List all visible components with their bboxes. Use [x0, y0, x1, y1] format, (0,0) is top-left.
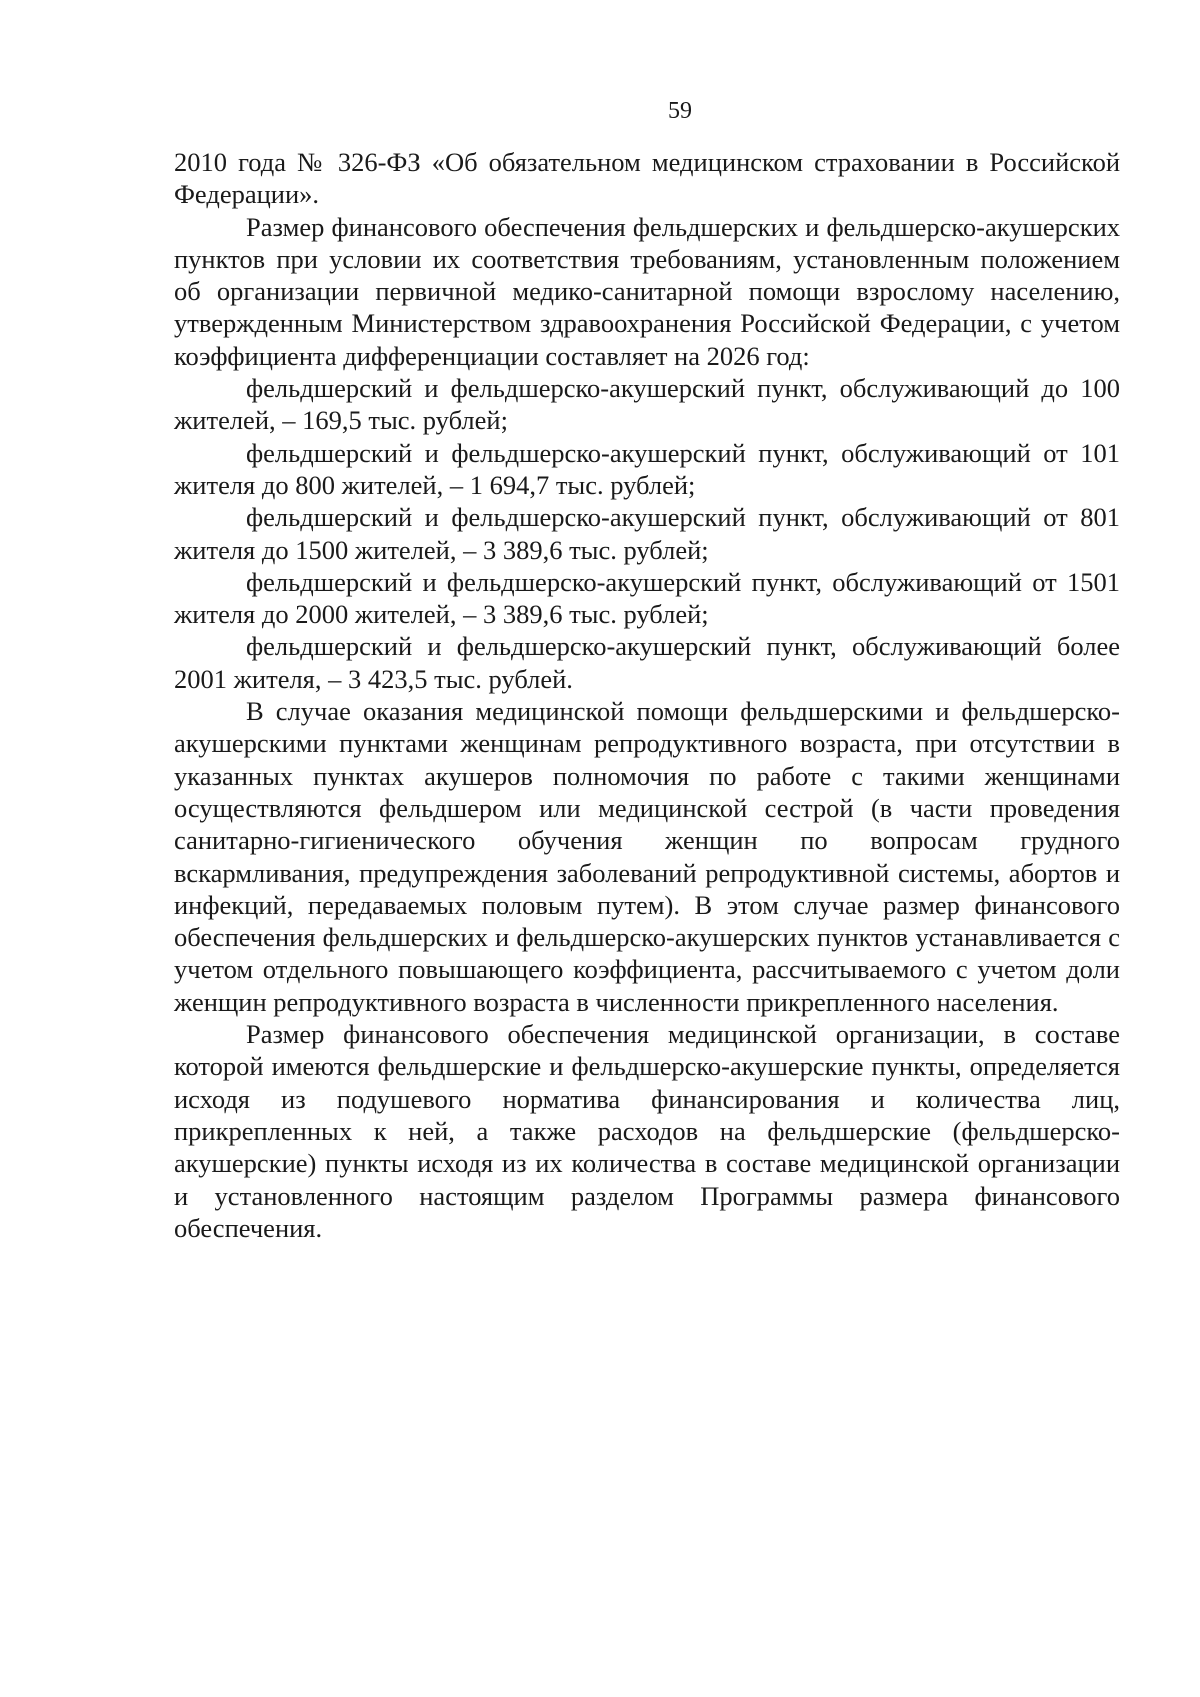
list-item-801-1500: фельдшерский и фельдшерско-акушерский пункт, обслуживающий от 801 жителя до 1500 жителей, – 3 389,6 тыс. рублей; — [174, 502, 1120, 565]
paragraph-reproductive-age: В случае оказания медицинской помощи фельдшерскими и фельдшерско-акушерскими пунктами женщинам репродуктивного возраста, при отсутствии в указанных пунктах акушеров полномочия по работе с такими женщинами осуществляются фельдшером или медицинской сестрой (в части проведения санитарно-гигиенического обучения женщин по вопросам грудного вскармливания, предупреждения заболеваний репродуктивной системы, абортов и инфекций, передаваемых половым путем). В этом случае размер финансового обеспечения фельдшерских и фельдшерско-акушерских пунктов устанавливается с учетом отдельного повышающего коэффициента, рассчитываемого с учетом доли женщин репродуктивного возраста в численности прикрепленного населения. — [174, 696, 1120, 1017]
paragraph-funding-size: Размер финансового обеспечения фельдшерских и фельдшерско-акушерских пунктов при условии их соответствия требованиям, установленным положением об организации первичной медико-санитарной помощи взрослому населению, утвержденным Министерством здравоохранения Российской Федерации, с учетом коэффициента дифференциации составляет на 2026 год: — [174, 211, 1120, 371]
paragraph-medical-organization: Размер финансового обеспечения медицинской организации, в составе которой имеются фельдшерские и фельдшерско-акушерские пункты, определяется исходя из подушевого норматива финансирования и количества лиц, прикрепленных к ней, а также расходов на фельдшерские (фельдшерско-акушерские) пункты исходя из их количества в составе медицинской организации и установленного настоящим разделом Программы размера финансового обеспечения. — [174, 1019, 1120, 1243]
page-number: 59 — [668, 98, 692, 124]
list-item-101-800: фельдшерский и фельдшерско-акушерский пункт, обслуживающий от 101 жителя до 800 жителей, – 1 694,7 тыс. рублей; — [174, 437, 1120, 500]
list-item-up-to-100: фельдшерский и фельдшерско-акушерский пункт, обслуживающий до 100 жителей, – 169,5 тыс. рублей; — [174, 373, 1120, 436]
paragraph-law-reference: 2010 года № 326-ФЗ «Об обязательном медицинском страховании в Российской Федерации». — [174, 147, 1120, 210]
list-item-1501-2000: фельдшерский и фельдшерско-акушерский пункт, обслуживающий от 1501 жителя до 2000 жителей, – 3 389,6 тыс. рублей; — [174, 566, 1120, 630]
document-body — [174, 146, 1120, 1244]
list-item-over-2001: фельдшерский и фельдшерско-акушерский пункт, обслуживающий более 2001 жителя, – 3 423,5 тыс. рублей. — [174, 631, 1120, 694]
